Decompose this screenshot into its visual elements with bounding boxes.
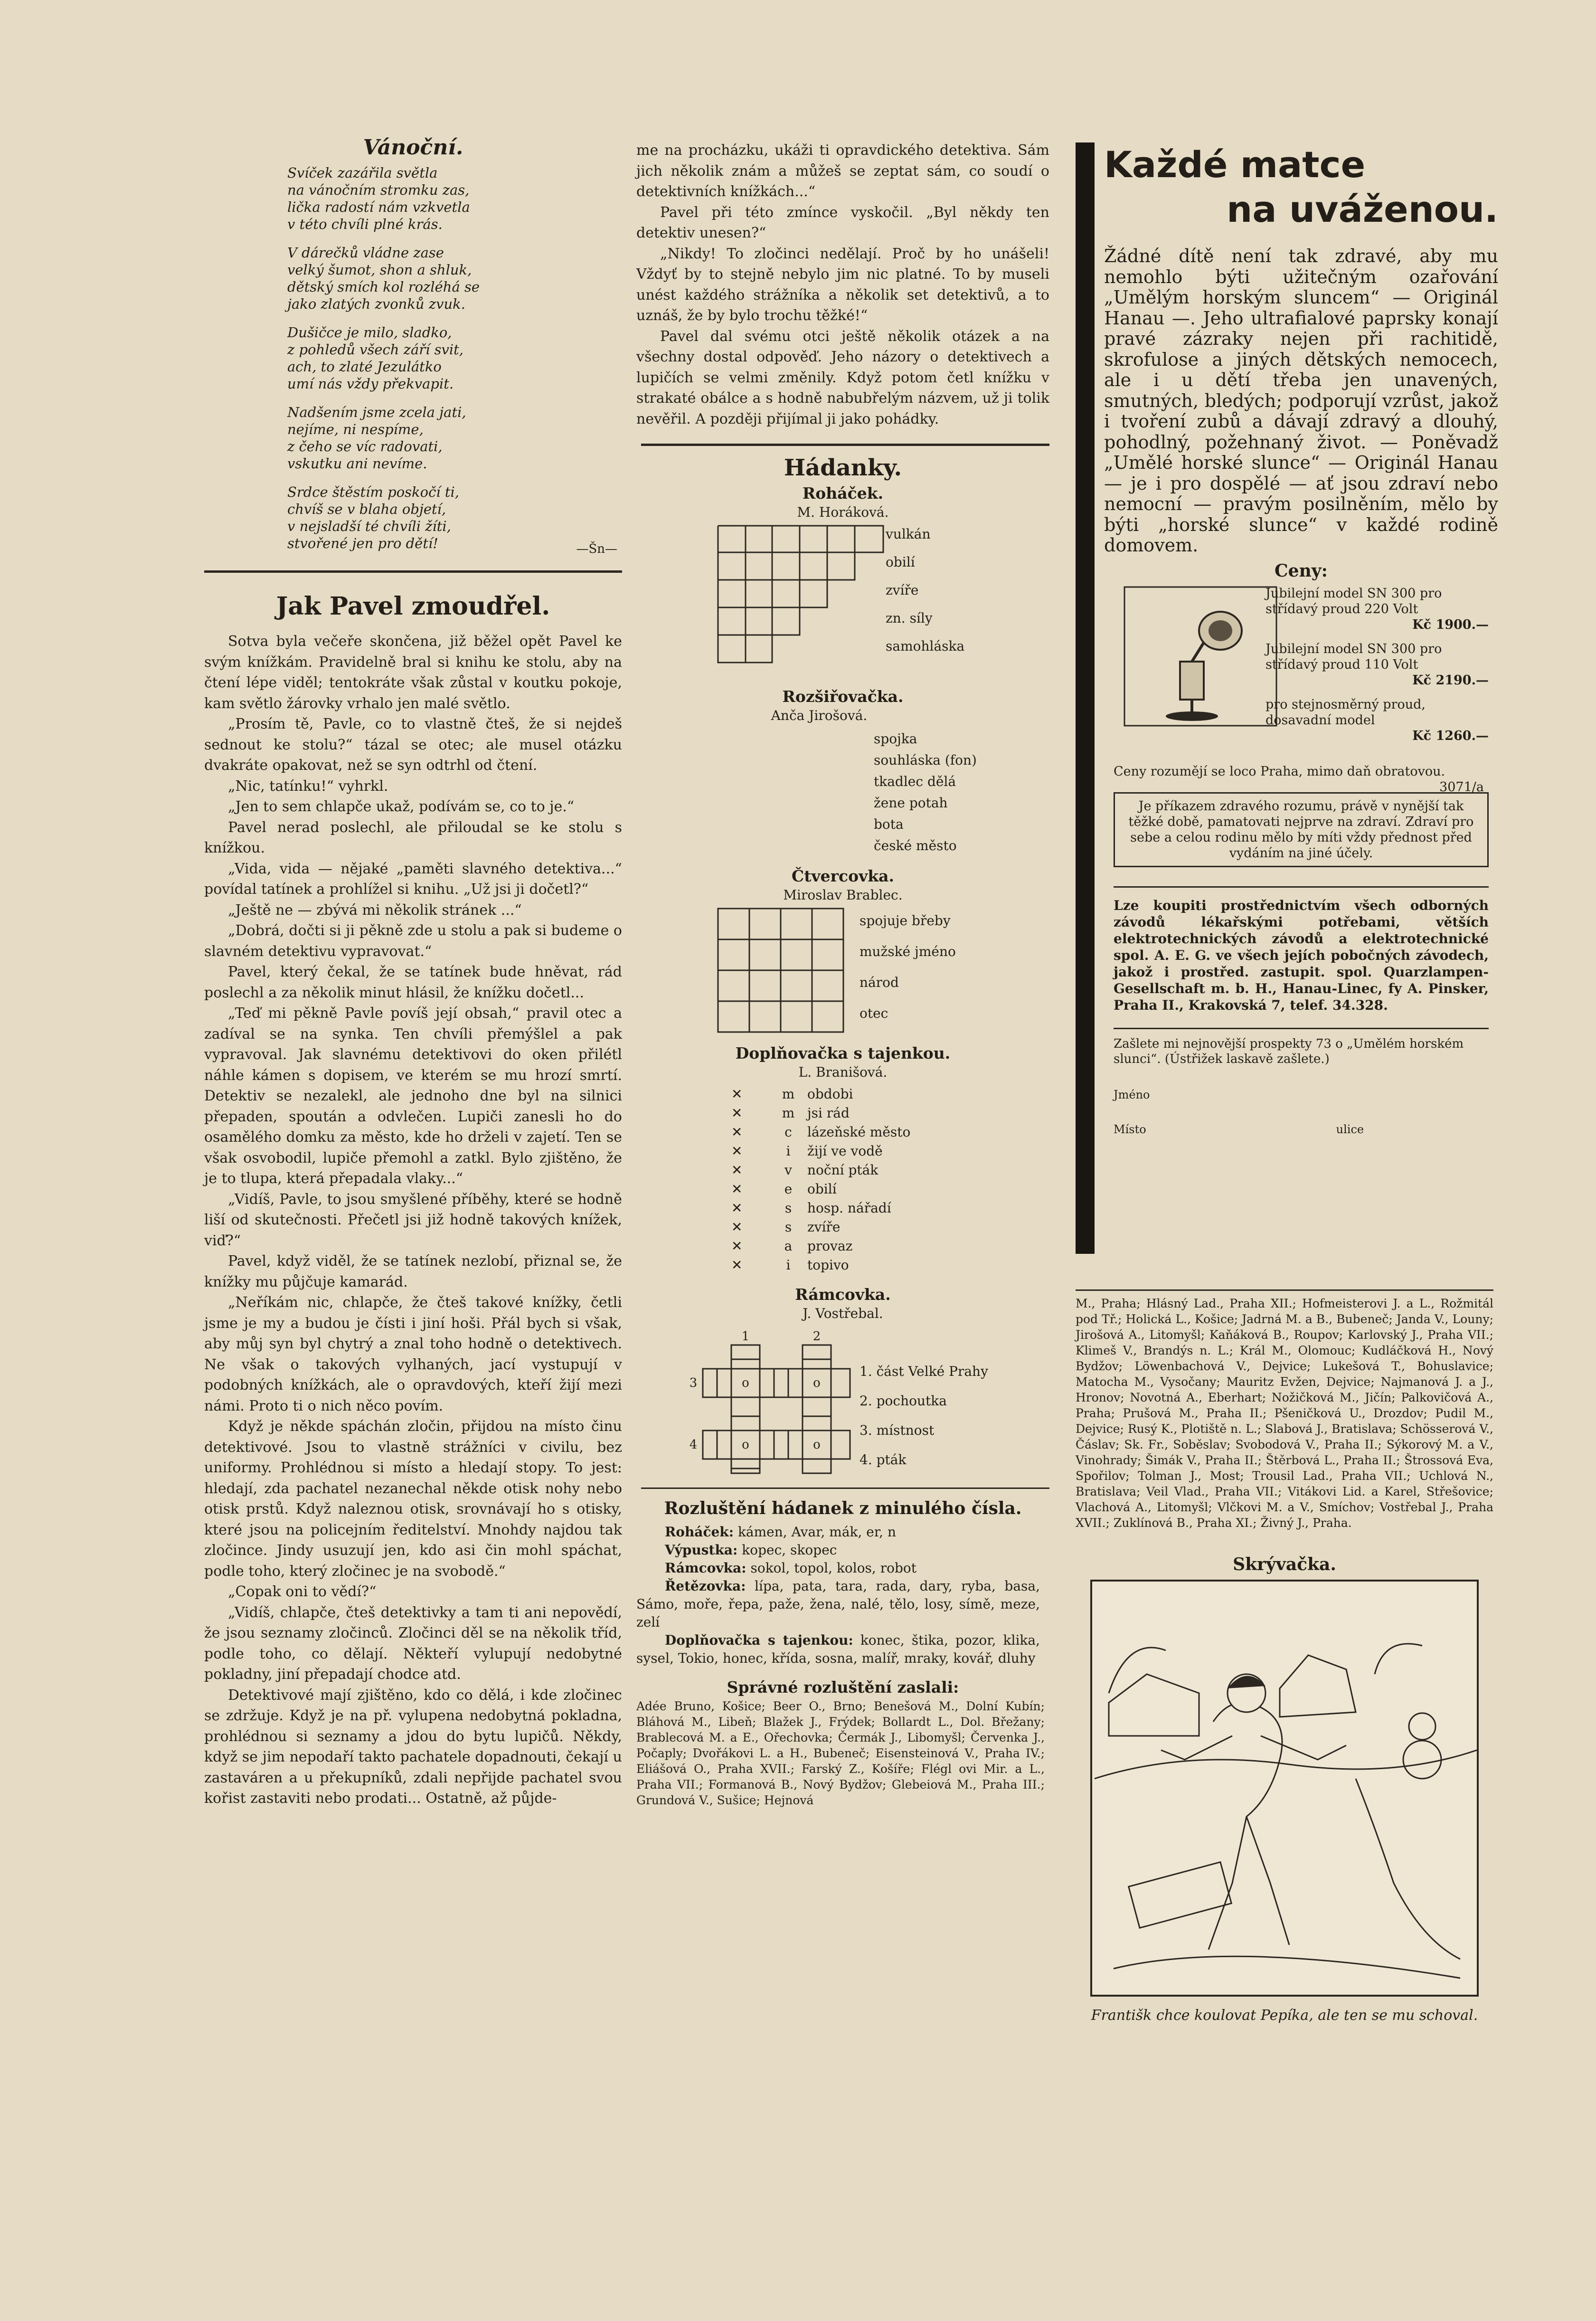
poem-line: Nadšením jsme zcela jati, [287, 404, 466, 420]
story-paragraph: „Vidíš, Pavle, to jsou smyšlené příběhy, které se hodně liší od skutečnosti. Přečetl jsi již hodně takových knížek, viď?“ [204, 1191, 622, 1249]
doplnovacka-clue: obdobi [807, 1086, 853, 1102]
cross-mark-icon: ✕ [731, 1143, 743, 1159]
story-paragraph: „Nic, tatínku!“ vyhrkl. [228, 777, 388, 795]
solution-text: kámen, Avar, mák, er, n [737, 1524, 896, 1540]
doplnovacka-row [731, 1161, 1049, 1180]
doplnovacka-row [731, 1104, 1049, 1123]
doplnovacka-row [731, 1085, 1049, 1104]
ramcovka-clues [859, 1357, 988, 1475]
ad-body: Žádné dítě není tak zdravé, aby mu nemohlo býti užitečným ozařování „Umělým horským sluncem“ — Originál Hanau —. Jeho ultrafialové paprsky konají pravé zázraky nejen při rachitidě, skrofulose a jiných dětských nemocech, ale i u dětí třeba jen unavených, smutných, bledých; podporují vzrůst, jakož i tvoření zubů a dávají zdravý a dlouhý, pohodlný, požehnaný život. — Poněvadž „Umělé horské slunce“ — Originál Hanau — je i pro dospělé — ať jsou zdraví nebo nemocní — pravým posilněním, mělo by býti „horské slunce“ v každé rodině domovem. [1104, 246, 1498, 556]
cross-mark-icon: ✕ [731, 1181, 743, 1197]
solution-text: lípa, pata, tara, rada, dary, ryba, basa, Sámo, moře, řepa, paže, žena, nalé, tělo, losy, símě, meze, zelí [636, 1578, 1040, 1630]
poem-stanza [287, 244, 622, 313]
poem-line: Dušičce je milo, sladko, [287, 324, 452, 341]
divider [641, 1487, 1049, 1489]
price-text: Jubilejní model SN 300 pro střídavý proud 110 Volt [1265, 641, 1442, 672]
story-paragraph: „Jen to sem chlapče ukaž, podívám se, co to je.“ [228, 798, 575, 815]
senders-title: Správné rozluštění zaslali: [727, 1678, 959, 1696]
doplnovacka-row [731, 1142, 1049, 1161]
rozsirovacka-clue: tkadlec dělá [874, 774, 956, 789]
poem-stanza [287, 404, 622, 472]
cross-mark-icon: ✕ [731, 1124, 743, 1140]
ramcovka-clue: 1. část Velké Prahy [859, 1364, 988, 1379]
advertisement [1104, 142, 1498, 1136]
rohacek-title: Roháček. [802, 484, 884, 502]
svg-text:o: o [813, 1376, 821, 1390]
ctvercovka-puzzle [636, 908, 1049, 1033]
doplnovacka-row [731, 1123, 1049, 1142]
doplnovacka-clue: topivo [807, 1257, 849, 1273]
doplnovacka-row [731, 1199, 1049, 1218]
solution-label: Výpustka: [665, 1542, 738, 1558]
poem-line: Srdce štěstím poskočí ti, [287, 484, 459, 500]
ramcovka-number: 3 [689, 1376, 698, 1390]
poem-title: Vánoční. [363, 135, 463, 160]
column-left [204, 135, 622, 1809]
rozsirovacka-clue: souhláska (fon) [874, 752, 977, 768]
rohacek-clues [886, 520, 964, 660]
rozsirovacka-title: Rozšiřovačka. [782, 687, 904, 706]
ctvercovka-clues [859, 905, 956, 1029]
rozsirovacka-clue: české město [874, 838, 957, 853]
ad-price-block [1104, 586, 1498, 795]
story-paragraph: Detektivové mají zjištěno, kdo co dělá, i kde zločinec se zdržuje. Když je na př. vylupena nedobytná pokladna, prohlédnou si seznamy a jdou do bytu lupičů. Někdy, když se jim nepodaří takto pachatele dopadnouti, čekají u zastaváren a u překupníků, zdali nepřijde pachatel svou kořist zastaviti nebo prodati... Ostatně, až půjde- [204, 1686, 622, 1807]
story-title: Jak Pavel zmoudřel. [276, 592, 550, 621]
rozsirovacka-clue: spojka [874, 731, 917, 747]
ramcovka-author: J. Vostřebal. [803, 1306, 883, 1321]
story-paragraph: „Neříkám nic, chlapče, že čteš takové knížky, četli jsme je my a budou je čísti i jiní hoši. Přál bych si však, aby můj syn byl chytrý a znal toho hodně o detektivech. Ne však o takových vylhaných, jací vystupují v podobných knížkách, ale o opravdových, kteří žijí mezi námi. Proto ti o nich něco povím. [204, 1294, 622, 1414]
ctvercovka-author: Miroslav Brablec. [783, 887, 903, 903]
poem-line: chvíš se v blaha objetí, [287, 501, 446, 517]
poem-line: z pohledů všech září svit, [287, 341, 463, 358]
story-paragraph: Pavel, který čekal, že se tatínek bude hněvat, rád poslechl a za několik minut hlásil, že knížku dočetl... [204, 964, 622, 1001]
ramcovka-clue: 2. pochoutka [859, 1393, 947, 1409]
solution-text: konec, štika, pozor, klika, sysel, Tokio, honec, křída, sosna, malíř, mraky, kovář, dluhy [636, 1632, 1040, 1666]
poem-line: velký šumot, shon a shluk, [287, 262, 472, 278]
poem-line: ach, to zlaté Jezulátko [287, 359, 442, 375]
ctvercovka-clue: spojuje břeby [859, 913, 951, 928]
svg-text:o: o [742, 1376, 749, 1390]
skryvacka-title: Skrývačka. [1233, 1554, 1336, 1574]
price-text: pro stejnosměrný proud, dosavadní model [1265, 697, 1426, 728]
puzzles-title: Hádanky. [784, 455, 902, 481]
solutions-title: Rozluštění hádanek z minulého čísla. [664, 1498, 1022, 1518]
solution-label: Doplňovačka s tajenkou: [665, 1632, 853, 1648]
cross-mark-icon: ✕ [731, 1162, 743, 1178]
story-paragraph: Pavel nerad poslechl, ale přiloudal se ke stolu s knížkou. [204, 819, 622, 856]
doplnovacka-letter: s [784, 1219, 792, 1235]
ctvercovka-title: Čtvercovka. [791, 867, 895, 885]
story-paragraph: „Copak oni to vědí?“ [228, 1583, 377, 1600]
story-paragraph: Sotva byla večeře skončena, již běžel opět Pavel ke svým knížkám. Pravidelně bral si knihu ke stolu, aby na čtení lépe viděl; tentokráte však zůstal v koutku pokoje, kam světlo žárovky vrhalo jen malé světlo. [204, 633, 622, 712]
doplnovacka-row [731, 1237, 1049, 1256]
rohacek-grid [717, 525, 888, 667]
senders-list: Adée Bruno, Košice; Beer O., Brno; Benešová M., Dolní Kubín; Bláhová M., Libeň; Blažek J., Frýdek; Bollardt L., Dol. Břežany; Brablecová M. a E., Ořechovka; Čermák J., Libomyšl; Červenka J., Počaply; Dvořákovi L. a H., Bubeneč; Eisensteinová V., Praha IV.; Eliášová O., Praha XVII.; Farský Z., Košíře; Flégl ovi Mir. a L., Praha VII.; Formanová B., Nový Bydžov; Glebeiová M., Praha III.; Grundová V., Sušice; Hejnová [636, 1699, 1045, 1807]
price-item [1265, 697, 1489, 744]
story-paragraph: Pavel při této zmínce vyskočil. „Byl někdy ten detektiv unesen?“ [636, 204, 1049, 241]
rohacek-clue: obilí [886, 554, 915, 570]
cross-mark-icon: ✕ [731, 1200, 743, 1216]
doplnovacka-clue: obilí [807, 1181, 837, 1197]
ramcovka-number: 4 [689, 1438, 698, 1452]
poem-line: nejíme, ni nespíme, [287, 421, 424, 437]
ctvercovka-clue: národ [859, 975, 899, 990]
senders-list-continued: M., Praha; Hlásný Lad., Praha XII.; Hofmeisterovi J. a L., Rožmitál pod Tř.; Holická L., Košice; Jadrná M. a B., Bubeneč; Janda V., Louny; Jirošová A., Litomyšl; Kaňáková B., Roupov; Karlovský J., Praha VII.; Klimeš V., Brandýs n. L.; Král M., Olomouc; Kudláčková H., Nový Bydžov; Löwenbachová V., Dejvice; Lukešová T., Bohuslavice; Matocha M., Vysočany; Mauritz Evžen, Dejvice; Najmanová J. a J., Hronov; Novotná A., Eberhart; Nožičková M., Jičín; Palkovičová A., Praha; Prušová M., Praha II.; Pšeničková U., Drozdov; Pudil M., Dejvice; Rusý K., Plotiště n. L.; Slabová J., Bratislava; Schösserová V., Čáslav; Sk. Fr., Soběslav; Svobodová V., Praha II.; Sýkorový M. a V., Vinohrady; Šimák V., Praha II.; Štěrbová L., Praha II.; Štrossová Eva, Spořilov; Tolman J., Most; Trousil Lad., Praha VII.; Uchlová N., Bratislava; Veil Vlad., Praha VII.; Vitákovi Lid. a Karel, Střešovice; Vlachová A., Litomyšl; Vlčkovi M. a V., Smíchov; Vostřebal J., Praha XVII.; Zuklínová B., Praha XI.; Živný J., Praha. [1076, 1297, 1493, 1530]
street-label: ulice [1336, 1122, 1364, 1136]
poem-line: v nejsladší té chvíli žíti, [287, 518, 451, 534]
doplnovacka-row [731, 1256, 1049, 1275]
solution-item [636, 1541, 1040, 1559]
doplnovacka-author: L. Branišová. [798, 1064, 888, 1080]
doplnovacka-letter: v [784, 1162, 792, 1178]
divider [204, 570, 622, 573]
poem [204, 164, 622, 552]
cross-mark-icon: ✕ [731, 1105, 743, 1121]
price-value: Kč 1900.— [1412, 617, 1489, 632]
story-text [204, 631, 622, 1809]
ramcovka-title: Rámcovka. [795, 1285, 891, 1304]
doplnovacka-clue: provaz [807, 1238, 853, 1254]
svg-text:o: o [813, 1438, 821, 1452]
doplnovacka-letter: a [784, 1238, 793, 1254]
solution-label: Rámcovka: [665, 1560, 746, 1576]
poem-line: na vánočním stromku zas, [287, 182, 470, 198]
coupon-name-field[interactable] [1114, 1088, 1489, 1101]
price-item [1265, 586, 1489, 633]
place-label: Místo [1114, 1122, 1146, 1136]
poem-stanza [287, 324, 622, 392]
rohacek-puzzle [636, 525, 1049, 677]
poem-line: jako zlatých zvonků zvuk. [287, 296, 465, 312]
story-text-continued [636, 140, 1049, 429]
story-paragraph: „Dobrá, dočti si ji pěkně zde u stolu a pak si budeme o slavném detektivu vypravovat.“ [204, 922, 622, 960]
doplnovacka-letter: i [786, 1257, 791, 1273]
ramcovka-number: 2 [812, 1329, 821, 1344]
story-paragraph: „Nikdy! To zločinci nedělají. Proč by ho unášeli! Vždyť by to stejně nebylo jim nic platné. To by museli unést každého strážníka a několik set detektivů, a to uznáš, že by bylo trochu těžké!“ [636, 245, 1049, 324]
ad-title: na uváženou. [1227, 188, 1498, 230]
ad-dealers: Lze koupiti prostřednictvím všech odborných závodů lékařskými potřebami, větších elektrotechnických závodů a elektrotechnické spol. A. E. G. ve všech jejích pobočných závodech, jakož i prostřed. zastupit. spol. Quarzlampen-Gesellschaft m. b. H., Hanau-Linec, fy A. Pinsker, Praha II., Krakovská 7, telef. 34.328. [1114, 897, 1489, 1013]
cross-mark-icon: ✕ [731, 1257, 743, 1273]
rohacek-author: M. Horáková. [797, 504, 889, 520]
doplnovacka-row [731, 1218, 1049, 1237]
doplnovacka-title: Doplňovačka s tajenkou. [735, 1044, 951, 1062]
divider [641, 444, 1049, 446]
doplnovacka-row [731, 1180, 1049, 1199]
doplnovacka-letter: e [784, 1181, 793, 1197]
doplnovacka-letter: c [784, 1124, 792, 1140]
doplnovacka-letter: i [786, 1143, 791, 1159]
poem-stanza [287, 164, 622, 233]
ad-coupon: Zašlete mi nejnovější prospekty 73 o „Umělém horském slunci“. (Ústřižek laskavě zašlete.) [1114, 1036, 1464, 1066]
ramcovka-clue: 4. pták [859, 1452, 907, 1468]
doplnovacka-clue: jsi rád [807, 1105, 850, 1121]
poem-line: V dárečků vládne zase [287, 245, 444, 261]
ramcovka-grid [665, 1326, 864, 1483]
ctvercovka-clue: mužské jméno [859, 944, 956, 959]
name-label: Jméno [1114, 1088, 1150, 1101]
solution-item [636, 1523, 1040, 1541]
price-value: Kč 1260.— [1412, 728, 1489, 743]
solution-text: kopec, skopec [742, 1542, 837, 1558]
rozsirovacka-clues [874, 728, 1049, 856]
rohacek-clue: vulkán [886, 526, 931, 542]
poem-line: umí nás vždy překvapit. [287, 376, 454, 392]
cross-mark-icon: ✕ [731, 1219, 743, 1235]
poem-line: stvořené jen pro dětí! [287, 535, 438, 551]
solution-label: Roháček: [665, 1524, 734, 1540]
ad-title: Každé matce [1104, 143, 1366, 186]
ad-price-list [1265, 586, 1489, 752]
cross-mark-icon: ✕ [731, 1086, 743, 1102]
lamp-illustration [1123, 586, 1280, 728]
ramcovka-puzzle [636, 1326, 1049, 1483]
doplnovacka-letter: m [782, 1105, 795, 1121]
cross-mark-icon: ✕ [731, 1238, 743, 1254]
ctvercovka-clue: otec [859, 1005, 888, 1021]
solution-item [636, 1559, 1040, 1577]
ad-bar [1076, 142, 1095, 1254]
price-value: Kč 2190.— [1412, 673, 1489, 688]
divider [1114, 886, 1489, 888]
story-paragraph: „Teď mi pěkně Pavle povíš její obsah,“ pravil otec a zadíval se na synka. Ten chvíli přemýšlel a pak vypravoval. Jak slavnému detektivovi do oken přilétl náhle kámen s dopisem, ve kterém se mu hrozí smrtí. Detektiv se nezalekl, ale jednoho dne byl na silnici přepaden, spoután a odvlečen. Lupiči zanesli ho do osamělého domku za město, kde ho drželi v zajetí. Ten se však osvobodil, lupiče přemohl a zatkl. Bylo zjištěno, že je to tlupa, která přepadala vlaky...“ [204, 1005, 622, 1187]
ad-box-note: Je příkazem zdravého rozumu, právě v nynější tak těžké době, pamatovati nejprve na zdraví. Zdraví pro sebe a celou rodinu mělo by míti vždy přednost před vydáním na jiné účely. [1114, 792, 1489, 867]
rozsirovacka-clue: žene potah [874, 795, 948, 811]
ad-code: 3071/a [1439, 779, 1484, 795]
solution-item [636, 1577, 1040, 1631]
price-note: Ceny rozumějí se loco Praha, mimo daň obratovou. [1114, 764, 1445, 779]
doplnovacka-clue: žijí ve vodě [807, 1143, 883, 1159]
solution-item [636, 1631, 1040, 1667]
story-paragraph: „Vida, vida — nějaké „paměti slavného detektiva...“ povídal tatínek a prohlížel si knihu. „Už jsi ji dočetl?“ [204, 860, 622, 898]
rohacek-clue: samohláska [886, 638, 965, 654]
doplnovacka-letter: s [784, 1200, 792, 1216]
divider [1076, 1289, 1493, 1291]
poem-line: lička radostí nám vzkvetla [287, 199, 470, 215]
coupon-place-field[interactable] [1114, 1123, 1489, 1136]
price-item [1265, 641, 1489, 688]
story-paragraph: Pavel dal svému otci ještě několik otázek a na všechny dostal odpověď. Jeho názory o detektivech a lupičích se velmi změnily. Když potom četl knížku v strakaté obálce a s hodně nabubřelým názvem, už ji tolik nevěřil. A později přijímal ji jako pohádky. [636, 328, 1049, 427]
story-paragraph: Pavel, když viděl, že se tatínek nezlobí, přiznal se, že knížky mu půjčuje kamarád. [204, 1253, 622, 1290]
solution-label: Řetězovka: [665, 1578, 746, 1594]
story-paragraph: Když je někde spáchán zločin, přijdou na místo činu detektivové. Jsou to vlastně strážníci v civilu, bez uniformy. Prohlédnou si místo a hledají stopy. To jest: hledají, zda pachatel nezanechal někde otisk nohy nebo otisk prstů. Když naleznou otisk, srovnávají ho s otisky, které jsou na policejním ředitelství. Mnohdy najdou tak zločince. Jindy usuzují jen, kdo asi čin mohl spáchat, podle toho, který zločinec je na svobodě.“ [204, 1418, 622, 1580]
story-paragraph: „Ještě ne — zbývá mi několik stránek ...“ [228, 901, 522, 919]
skryvacka-illustration [1090, 1579, 1479, 1997]
story-paragraph: me na procházku, ukáži ti opravdického detektiva. Sám jich několik znám a můžeš se zeptat sám, co soudí o detektivních knížkách...“ [636, 142, 1049, 200]
solutions-list [636, 1523, 1040, 1667]
skryvacka-caption: Františk chce koulovat Pepíka, ale ten se mu schoval. [1091, 2007, 1478, 2024]
doplnovacka-clue: lázeňské město [807, 1124, 911, 1140]
divider [1114, 1028, 1489, 1029]
column-middle [636, 140, 1049, 1808]
column-right-bottom [1076, 1289, 1493, 2025]
poem-line: Svíček zazářila světla [287, 165, 438, 181]
poem-line: vskutku ani nevíme. [287, 455, 427, 472]
poem-line: v této chvíli plné krás. [287, 216, 443, 232]
doplnovacka-clue: noční pták [807, 1162, 878, 1178]
ramcovka-clue: 3. místnost [859, 1422, 935, 1438]
rozsirovacka-clue: bota [874, 816, 904, 832]
rohacek-clue: zvíře [886, 582, 919, 598]
svg-text:o: o [742, 1438, 749, 1452]
poem-signature: —Šn— [576, 542, 617, 556]
doplnovacka-rows [731, 1085, 1049, 1275]
poem-line: dětský smích kol rozléhá se [287, 279, 480, 295]
solution-text: sokol, topol, kolos, robot [750, 1560, 917, 1576]
ramcovka-number: 1 [741, 1329, 750, 1344]
rozsirovacka-author: Anča Jirošová. [771, 708, 868, 723]
poem-line: z čeho se víc radovati, [287, 438, 443, 455]
price-text: Jubilejní model SN 300 pro střídavý proud 220 Volt [1265, 586, 1442, 616]
story-paragraph: „Prosím tě, Pavle, co to vlastně čteš, že si nejdeš sednout ke stolu?“ tázal se otec; ale musel otázku dvakráte opakovat, než se syn odtrhl od čtení. [204, 716, 622, 774]
ad-price-note [1114, 764, 1484, 795]
story-paragraph: „Vidíš, chlapče, čteš detektivky a tam ti ani nepovědí, že jsou seznamy zločinců. Zločinci děl se na několik tříd, podle toho, co dělají. Někteří vylupují nedobytné pokladny, jiní přepadají chodce atd. [204, 1604, 622, 1683]
doplnovacka-letter: m [782, 1086, 795, 1102]
doplnovacka-clue: zvíře [807, 1219, 840, 1235]
ad-prices-title: Ceny: [1275, 560, 1328, 581]
doplnovacka-clue: hosp. nářadí [807, 1200, 891, 1216]
ctvercovka-grid [717, 908, 850, 1036]
rohacek-clue: zn. síly [886, 610, 933, 626]
